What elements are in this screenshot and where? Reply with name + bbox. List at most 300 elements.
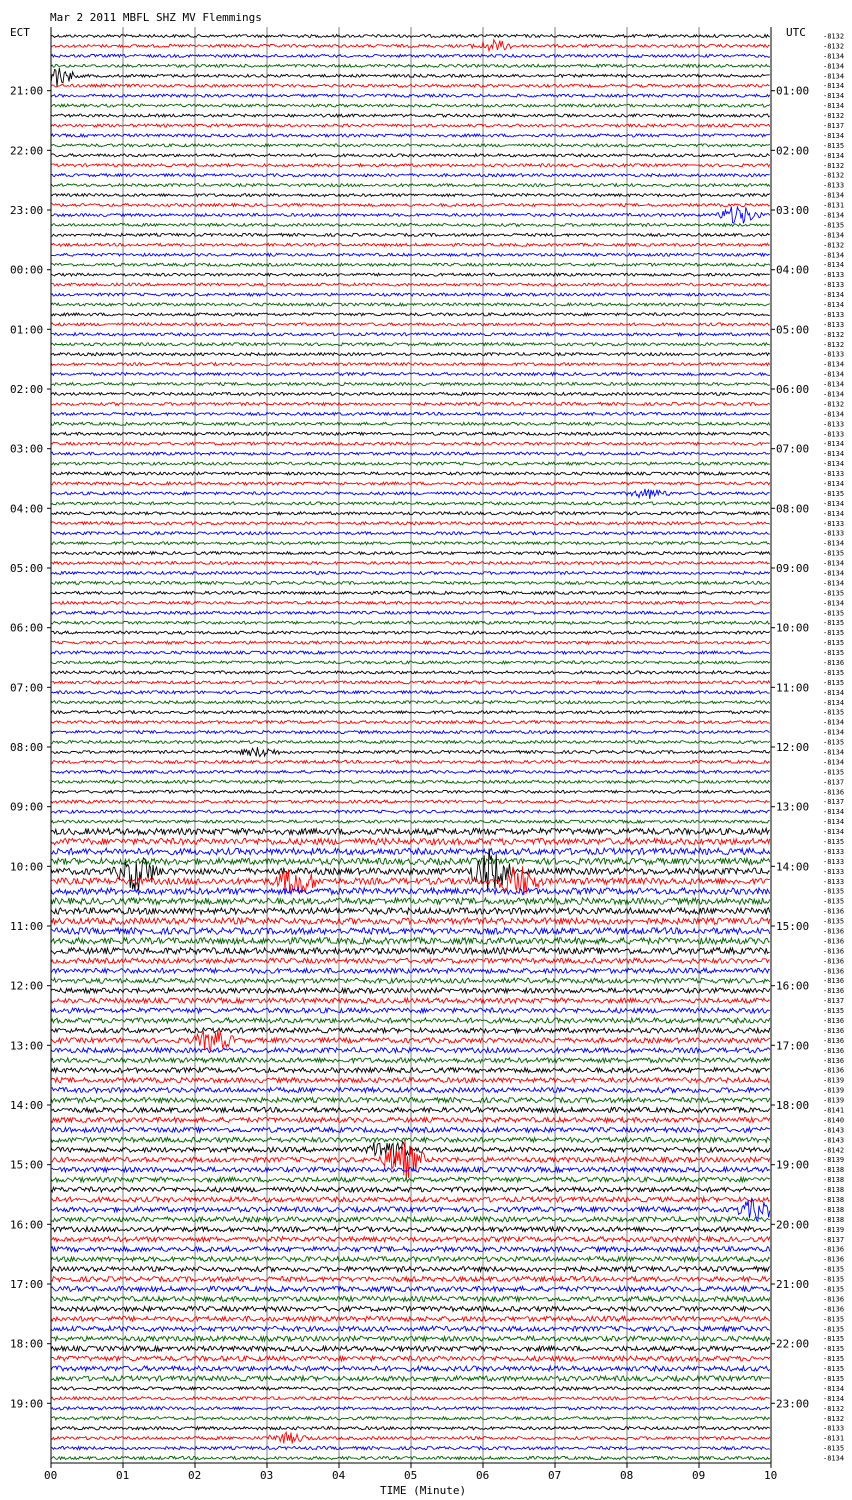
trace-116 [51,1177,770,1182]
trace-39 [51,412,770,415]
trace-24 [51,263,770,266]
trace-36 [51,383,770,386]
trace-offset-label: -8134 [823,410,845,419]
trace-offset-label: -8133 [823,320,845,329]
trace-offset-label: -8135 [823,221,845,230]
trace-offset-label: -8134 [823,151,845,160]
trace-offset-label: -8133 [823,420,845,429]
trace-offset-label: -8133 [823,857,845,866]
left-hour-label: 01:00 [10,323,44,337]
trace-87 [51,888,770,894]
trace-48 [51,502,770,505]
trace-5 [51,68,770,86]
trace-26 [51,283,770,286]
right-hour-label: 22:00 [776,1337,810,1351]
trace-68 [51,701,770,704]
trace-offset-label: -8135 [823,1275,845,1284]
trace-1 [51,35,770,38]
left-hour-label: 06:00 [10,621,44,635]
right-hour-label: 04:00 [776,263,810,277]
trace-11 [51,134,770,137]
left-hour-label: 19:00 [10,1397,44,1411]
trace-109 [51,1108,770,1113]
trace-100 [51,1018,770,1023]
trace-50 [51,522,770,525]
trace-66 [51,681,770,684]
trace-133 [51,1346,770,1351]
right-hour-label: 02:00 [776,144,810,158]
trace-offset-label: -8135 [823,1355,845,1364]
trace-offset-label: -8139 [823,1225,845,1234]
trace-offset-label: -8136 [823,1066,845,1075]
right-hour-label: 01:00 [776,84,810,98]
trace-offset-label: -8132 [823,1414,845,1423]
trace-offset-label: -8132 [823,32,845,41]
trace-offset-label: -8134 [823,231,845,240]
trace-offset-label: -8137 [823,798,845,807]
trace-93 [51,948,770,954]
trace-group [51,35,770,1460]
right-hour-label: 08:00 [776,502,810,516]
trace-offset-label: -8135 [823,768,845,777]
trace-offset-label: -8137 [823,122,845,130]
right-hour-label: 18:00 [776,1099,810,1112]
trace-offset-label: -8137 [823,778,845,787]
trace-offset-label: -8134 [823,360,845,369]
trace-141 [51,1427,770,1430]
trace-offset-label: -8133 [823,1424,845,1433]
trace-37 [51,393,770,396]
trace-offset-label: -8135 [823,649,845,657]
trace-offset-label: -8135 [823,668,845,677]
trace-offset-label: -8137 [823,1235,845,1244]
right-hour-label: 06:00 [776,383,810,396]
trace-46 [51,482,770,485]
trace-53 [51,552,770,555]
trace-82 [51,838,770,844]
x-tick-label: 00 [44,1469,58,1482]
left-hour-label: 13:00 [10,1039,44,1053]
trace-offset-label: -8134 [823,1454,845,1463]
right-hour-label: 16:00 [776,979,810,993]
right-hour-label: 23:00 [776,1397,810,1411]
right-hour-label: 11:00 [776,681,810,695]
trace-95 [51,968,770,973]
trace-offset-labels [823,33,844,1463]
left-hour-label: 17:00 [10,1278,44,1291]
trace-offset-label: -8134 [823,569,845,578]
trace-134 [51,1356,770,1361]
trace-offset-label: -8135 [823,1375,845,1383]
trace-107 [51,1088,770,1093]
trace-27 [51,293,770,296]
left-hour-label: 09:00 [10,800,44,814]
trace-65 [51,671,770,674]
trace-20 [51,223,770,226]
trace-126 [51,1277,770,1282]
right-hour-label: 03:00 [776,204,810,217]
trace-142 [51,1432,770,1443]
trace-58 [51,601,770,604]
trace-offset-label: -8134 [823,728,845,737]
left-hour-label: 08:00 [10,741,44,754]
trace-offset-label: -8135 [823,1325,845,1334]
trace-offset-label: -8133 [823,181,845,190]
trace-49 [51,512,770,515]
right-hour-label: 10:00 [776,621,810,635]
trace-offset-label: -8132 [823,330,845,339]
chart-title: Mar 2 2011 MBFL SHZ MV Flemmings [50,11,262,24]
trace-138 [51,1397,770,1400]
trace-144 [51,1456,770,1459]
trace-offset-label: -8135 [823,738,845,747]
trace-offset-label: -8134 [823,579,845,588]
trace-67 [51,691,770,694]
trace-offset-label: -8138 [823,1176,845,1185]
trace-offset-label: -8135 [823,609,845,618]
trace-30 [51,323,770,326]
trace-84 [51,858,770,864]
trace-offset-label: -8137 [823,997,845,1006]
trace-91 [51,928,770,934]
trace-offset-label: -8134 [823,828,845,836]
left-hour-label: 23:00 [10,204,44,217]
left-hour-label: 04:00 [10,502,44,516]
trace-92 [51,938,770,944]
trace-offset-label: -8138 [823,1205,845,1214]
left-hour-label: 18:00 [10,1337,44,1351]
trace-offset-label: -8139 [823,1076,845,1085]
trace-offset-label: -8134 [823,688,845,697]
trace-offset-label: -8132 [823,340,845,349]
trace-64 [51,661,770,664]
trace-offset-label: -8134 [823,748,845,757]
trace-83 [51,848,770,854]
trace-108 [51,1098,770,1103]
trace-offset-label: -8134 [823,131,845,140]
trace-62 [51,641,770,644]
trace-47 [51,489,770,499]
trace-10 [51,124,770,127]
right-hour-label: 12:00 [776,741,810,754]
trace-offset-label: -8142 [823,1146,845,1155]
trace-89 [51,908,770,914]
left-timezone-label: ECT [10,26,30,39]
x-tick-label: 05 [404,1469,418,1482]
trace-offset-label: -8136 [823,1046,845,1055]
trace-110 [51,1117,770,1122]
trace-71 [51,731,770,734]
trace-offset-label: -8131 [823,1434,845,1443]
trace-40 [51,422,770,425]
trace-offset-label: -8143 [823,1136,845,1145]
trace-38 [51,402,770,405]
trace-76 [51,780,770,783]
trace-offset-label: -8134 [823,82,845,91]
trace-77 [51,790,770,793]
trace-120 [51,1217,770,1222]
trace-140 [51,1417,770,1420]
trace-offset-label: -8134 [823,698,845,707]
trace-97 [51,988,770,993]
trace-72 [51,741,770,744]
trace-135 [51,1366,770,1371]
trace-offset-label: -8134 [823,559,845,568]
trace-offset-label: -8132 [823,42,845,51]
trace-offset-label: -8135 [823,1285,845,1294]
trace-offset-label: -8134 [823,390,845,399]
trace-offset-label: -8136 [823,907,845,916]
trace-offset-label: -8135 [823,489,845,498]
trace-offset-label: -8135 [823,897,845,906]
trace-80 [51,820,770,823]
left-hour-label: 16:00 [10,1218,44,1232]
trace-51 [51,532,770,535]
trace-6 [51,84,770,87]
trace-offset-label: -8133 [823,519,845,528]
trace-57 [51,591,770,594]
trace-offset-label: -8134 [823,370,845,379]
trace-offset-label: -8136 [823,1305,845,1314]
trace-137 [51,1387,770,1390]
trace-79 [51,810,770,813]
trace-114 [51,1140,770,1179]
trace-74 [51,760,770,763]
trace-offset-label: -8136 [823,977,845,986]
trace-offset-label: -8134 [823,818,845,827]
trace-offset-label: -8134 [823,72,845,81]
trace-14 [51,164,770,167]
trace-130 [51,1316,770,1321]
trace-60 [51,621,770,624]
right-hour-label: 07:00 [776,442,810,456]
trace-offset-label: -8139 [823,1096,845,1105]
trace-offset-label: -8135 [823,887,845,896]
right-hour-label: 14:00 [776,860,810,874]
trace-offset-label: -8136 [823,927,845,936]
trace-132 [51,1336,770,1341]
trace-offset-label: -8135 [823,1265,845,1274]
trace-115 [51,1167,770,1172]
trace-offset-label: -8135 [823,678,845,687]
trace-112 [51,1137,770,1142]
trace-69 [51,711,770,714]
trace-offset-label: -8134 [823,499,845,508]
left-hour-label: 21:00 [10,84,44,98]
trace-offset-label: -8133 [823,847,845,856]
right-hour-label: 09:00 [776,562,810,575]
trace-128 [51,1296,770,1301]
trace-offset-label: -8133 [823,271,845,280]
left-hour-label: 15:00 [10,1158,44,1172]
trace-offset-label: -8136 [823,1245,845,1254]
trace-offset-label: -8134 [823,301,845,309]
trace-offset-label: -8136 [823,987,845,996]
trace-offset-label: -8141 [823,1106,845,1115]
trace-offset-label: -8133 [823,867,845,876]
x-axis-label: TIME (Minute) [380,1484,467,1497]
trace-59 [51,611,770,614]
trace-offset-label: -8134 [823,291,845,299]
right-hour-label: 15:00 [776,920,810,933]
trace-offset-label: -8143 [823,1126,845,1135]
trace-offset-label: -8135 [823,1365,845,1373]
trace-offset-label: -8135 [823,708,845,717]
trace-offset-label: -8136 [823,1056,845,1065]
trace-63 [51,651,770,654]
left-hour-label: 11:00 [10,920,44,933]
trace-offset-label: -8134 [823,480,845,488]
trace-offset-label: -8136 [823,1036,845,1045]
trace-34 [51,363,770,366]
trace-offset-label: -8136 [823,1026,845,1035]
trace-offset-label: -8134 [823,440,845,449]
trace-offset-label: -8131 [823,201,845,210]
x-tick-label: 10 [764,1469,778,1482]
trace-44 [51,462,770,465]
trace-85 [51,849,770,893]
trace-8 [51,104,770,107]
trace-106 [51,1078,770,1083]
trace-offset-label: -8139 [823,1156,845,1165]
trace-103 [51,1048,770,1053]
x-tick-label: 01 [116,1469,130,1482]
left-hour-label: 14:00 [10,1099,44,1112]
trace-offset-label: -8133 [823,281,845,290]
trace-18 [51,204,770,207]
left-hour-label: 10:00 [10,860,44,874]
trace-12 [51,144,770,147]
left-hour-label: 00:00 [10,263,44,277]
x-tick-label: 03 [260,1469,274,1482]
trace-offset-label: -8136 [823,1255,845,1264]
trace-offset-label: -8133 [823,310,845,319]
x-axis-ticks [44,1463,777,1482]
trace-offset-label: -8135 [823,1007,845,1015]
trace-98 [51,998,770,1003]
trace-56 [51,581,770,584]
trace-131 [51,1326,770,1331]
trace-118 [51,1197,770,1202]
trace-offset-label: -8132 [823,161,845,170]
right-hour-label: 20:00 [776,1218,810,1232]
right-hour-label: 13:00 [776,800,810,814]
trace-offset-label: -8134 [823,62,845,71]
right-hour-label: 21:00 [776,1278,810,1291]
trace-offset-label: -8136 [823,947,845,956]
trace-offset-label: -8136 [823,1017,845,1025]
trace-offset-label: -8132 [823,112,845,120]
trace-81 [51,828,770,834]
trace-offset-label: -8132 [823,1404,845,1413]
left-hour-label: 22:00 [10,144,44,158]
trace-17 [51,194,770,197]
trace-offset-label: -8134 [823,52,845,61]
trace-offset-label: -8135 [823,1444,845,1453]
trace-offset-label: -8135 [823,629,845,638]
trace-29 [51,313,770,316]
trace-7 [51,94,770,97]
trace-127 [51,1287,770,1292]
x-tick-label: 06 [476,1469,490,1482]
x-tick-label: 07 [548,1469,562,1482]
trace-offset-label: -8135 [823,917,845,926]
trace-23 [51,253,770,256]
trace-offset-label: -8132 [823,171,845,180]
trace-offset-label: -8136 [823,957,845,966]
trace-offset-label: -8134 [823,191,845,200]
trace-offset-label: -8134 [823,808,845,817]
right-hour-labels [771,85,809,1411]
trace-offset-label: -8138 [823,1215,845,1224]
trace-15 [51,174,770,177]
trace-52 [51,542,770,545]
trace-33 [51,353,770,356]
trace-offset-label: -8136 [823,937,845,946]
trace-offset-label: -8136 [823,1295,845,1304]
trace-offset-label: -8135 [823,838,845,846]
grid-lines [123,27,699,1463]
trace-78 [51,800,770,803]
trace-offset-label: -8135 [823,1345,845,1354]
trace-offset-label: -8135 [823,639,845,648]
x-tick-label: 04 [332,1469,346,1482]
trace-offset-label: -8140 [823,1116,845,1125]
trace-122 [51,1237,770,1242]
right-hour-label: 05:00 [776,323,810,337]
trace-offset-label: -8134 [823,460,845,469]
trace-offset-label: -8139 [823,1086,845,1095]
trace-123 [51,1247,770,1252]
trace-42 [51,442,770,445]
left-hour-label: 12:00 [10,979,44,993]
trace-offset-label: -8132 [823,400,845,409]
trace-88 [51,898,770,904]
trace-99 [51,1008,770,1013]
trace-73 [51,747,770,756]
trace-124 [51,1257,770,1262]
trace-offset-label: -8135 [823,1315,845,1324]
trace-offset-label: -8134 [823,380,845,389]
trace-104 [51,1058,770,1063]
trace-offset-label: -8133 [823,529,845,538]
left-hour-label: 07:00 [10,681,44,695]
trace-offset-label: -8134 [823,102,845,111]
trace-offset-label: -8134 [823,211,845,220]
trace-129 [51,1306,770,1311]
trace-offset-label: -8133 [823,877,845,886]
trace-16 [51,184,770,187]
trace-offset-label: -8135 [823,619,845,628]
trace-45 [51,472,770,475]
trace-offset-label: -8134 [823,718,845,727]
trace-offset-label: -8133 [823,470,845,478]
trace-19 [51,207,770,224]
trace-offset-label: -8136 [823,967,845,976]
trace-43 [51,452,770,455]
trace-offset-label: -8134 [823,1384,845,1393]
trace-117 [51,1187,770,1192]
trace-3 [51,54,770,57]
right-hour-label: 19:00 [776,1158,810,1172]
trace-25 [51,273,770,276]
trace-111 [51,1127,770,1132]
trace-31 [51,333,770,336]
trace-offset-label: -8134 [823,758,845,767]
trace-136 [51,1376,770,1381]
trace-32 [51,343,770,346]
trace-offset-label: -8135 [823,141,845,150]
